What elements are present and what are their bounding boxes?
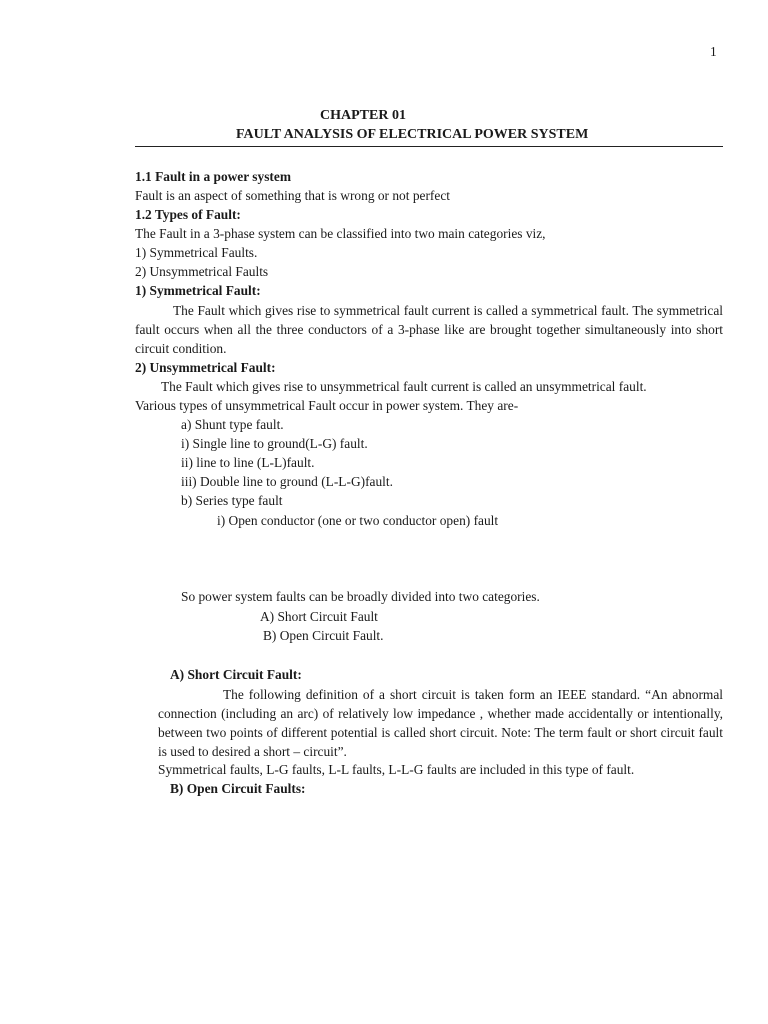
section-heading-1-2: 1.2 Types of Fault: bbox=[135, 207, 241, 222]
section-intro-1-2: The Fault in a 3-phase system can be classified into two main categories viz, bbox=[135, 226, 546, 241]
list-item: B) Open Circuit Fault. bbox=[263, 628, 384, 643]
list-item: b) Series type fault bbox=[181, 493, 283, 508]
chapter-number: CHAPTER 01 bbox=[320, 108, 406, 123]
section-heading-1-1: 1.1 Fault in a power system bbox=[135, 169, 291, 184]
list-item: A) Short Circuit Fault bbox=[260, 609, 378, 624]
symmetrical-heading: 1) Symmetrical Fault: bbox=[135, 283, 261, 298]
list-item: i) Open conductor (one or two conductor open) fault bbox=[217, 513, 499, 528]
symmetrical-paragraph: The Fault which gives rise to symmetrical fault current is called a symmetrical fault. The symmetrical fault occurs when all the three conductors of a 3-phase like are brought together simultaneously into short circuit condition. bbox=[135, 303, 723, 356]
list-item: 1) Symmetrical Faults. bbox=[135, 245, 258, 260]
unsymmetrical-line-2: Various types of unsymmetrical Fault occur in power system. They are- bbox=[135, 398, 519, 413]
section-text-1-1: Fault is an aspect of something that is wrong or not perfect bbox=[135, 188, 450, 203]
open-circuit-heading: B) Open Circuit Faults: bbox=[170, 781, 306, 796]
unsymmetrical-line-1: The Fault which gives rise to unsymmetrical fault current is called an unsymmetrical fault. bbox=[161, 379, 647, 394]
categories-intro: So power system faults can be broadly divided into two categories. bbox=[181, 589, 540, 604]
list-item: 2) Unsymmetrical Faults bbox=[135, 264, 269, 279]
list-item: i) Single line to ground(L-G) fault. bbox=[181, 436, 368, 451]
header-rule bbox=[135, 146, 723, 147]
unsymmetrical-heading: 2) Unsymmetrical Fault: bbox=[135, 360, 276, 375]
list-item: a) Shunt type fault. bbox=[181, 417, 284, 432]
short-circuit-line: Symmetrical faults, L-G faults, L-L faults, L-L-G faults are included in this type of fault. bbox=[158, 762, 635, 777]
short-circuit-paragraph: The following definition of a short circuit is taken form an IEEE standard. “An abnormal connection (including an arc) of relatively low impedance , whether made accidentally or intentionally, between two points of different potential is called short circuit. Note: The term fault or short circuit fault is used to desired a short – circuit”. bbox=[158, 687, 723, 759]
list-item: ii) line to line (L-L)fault. bbox=[181, 455, 315, 470]
list-item: iii) Double line to ground (L-L-G)fault. bbox=[181, 474, 393, 489]
page-number: 1 bbox=[710, 44, 717, 59]
short-circuit-heading: A) Short Circuit Fault: bbox=[170, 667, 302, 682]
chapter-title: FAULT ANALYSIS OF ELECTRICAL POWER SYSTEM bbox=[236, 127, 589, 142]
